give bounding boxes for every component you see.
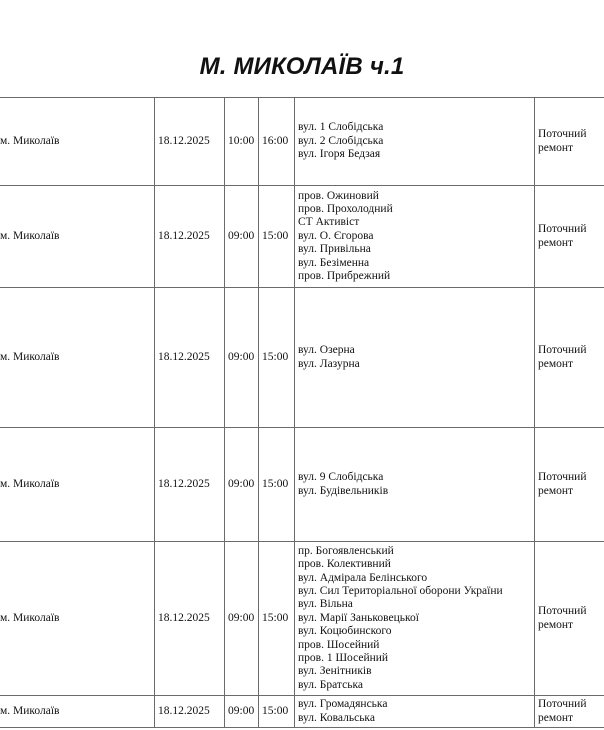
city-cell: м. Миколаїв [0, 186, 155, 288]
street-item: вул. Будівельників [298, 484, 389, 497]
city-cell: м. Миколаїв [0, 428, 155, 542]
page-title: М. МИКОЛАЇВ ч.1 [199, 53, 405, 80]
start-time-cell: 09:00 [225, 186, 259, 288]
street-item: вул. Вільна [298, 598, 353, 611]
work-type-cell [535, 186, 604, 288]
work-type-label: Поточний ремонт [538, 471, 587, 497]
start-time-cell: 09:00 [225, 542, 259, 696]
street-item: пров. Шосейний [298, 638, 380, 651]
street-item: вул. Марії Заньковецької [298, 611, 419, 624]
streets-cell [295, 428, 535, 542]
end-time-cell: 15:00 [259, 696, 295, 728]
date-cell: 18.12.2025 [155, 696, 225, 728]
street-item: пр. Богоявленський [298, 544, 394, 557]
end-time-cell: 16:00 [259, 98, 295, 186]
work-type-cell [535, 428, 604, 542]
streets-cell [295, 696, 535, 728]
table-row [0, 186, 604, 288]
end-time-cell: 15:00 [259, 186, 295, 288]
street-item: вул. Братська [298, 678, 363, 691]
street-item: пров. 1 Шосейний [298, 652, 389, 665]
streets-cell [295, 98, 535, 186]
outage-schedule-table [0, 97, 604, 728]
work-type-label: Поточний ремонт [538, 698, 587, 724]
table-row [0, 428, 604, 542]
street-item: вул. Зенітників [298, 665, 372, 678]
street-item: вул. Адмірала Белінського [298, 571, 428, 584]
work-type-label: Поточний ремонт [538, 605, 587, 631]
date-cell: 18.12.2025 [155, 288, 225, 428]
street-item: пров. Прибрежний [298, 270, 391, 283]
date-cell: 18.12.2025 [155, 542, 225, 696]
work-type-label: Поточний ремонт [538, 223, 587, 249]
street-item: вул. 2 Слобідська [298, 134, 384, 147]
work-type-cell [535, 288, 604, 428]
street-item: пров. Прохолодний [298, 202, 393, 215]
street-item: вул. Сил Територіальної оборони України [298, 584, 503, 597]
work-type-cell [535, 696, 604, 728]
street-item: вул. Привільна [298, 243, 371, 256]
start-time-cell: 10:00 [225, 98, 259, 186]
city-cell: м. Миколаїв [0, 98, 155, 186]
streets-cell [295, 186, 535, 288]
end-time-cell: 15:00 [259, 542, 295, 696]
city-cell: м. Миколаїв [0, 542, 155, 696]
street-item: вул. 9 Слобідська [298, 471, 384, 484]
street-item: вул. Коцюбинского [298, 625, 392, 638]
start-time-cell: 09:00 [225, 428, 259, 542]
work-type-label: Поточний ремонт [538, 344, 587, 370]
start-time-cell: 09:00 [225, 288, 259, 428]
street-item: пров. Ожиновий [298, 189, 379, 202]
table-row [0, 542, 604, 696]
streets-cell [295, 288, 535, 428]
table-row [0, 696, 604, 728]
street-item: вул. Озерна [298, 344, 355, 357]
work-type-label: Поточний ремонт [538, 128, 587, 154]
work-type-cell [535, 98, 604, 186]
table-row [0, 98, 604, 186]
start-time-cell: 09:00 [225, 696, 259, 728]
street-item: вул. Безіменна [298, 256, 370, 269]
street-item: вул. О. Єгорова [298, 229, 374, 242]
table-row [0, 288, 604, 428]
street-item: вул. 1 Слобідська [298, 121, 384, 134]
city-cell: м. Миколаїв [0, 696, 155, 728]
city-cell: м. Миколаїв [0, 288, 155, 428]
street-item: вул. Ковальська [298, 711, 375, 724]
date-cell: 18.12.2025 [155, 98, 225, 186]
street-item: вул. Лазурна [298, 357, 360, 370]
date-cell: 18.12.2025 [155, 428, 225, 542]
street-item: СТ Активіст [298, 216, 360, 229]
street-item: вул. Ігоря Бедзая [298, 148, 381, 161]
date-cell: 18.12.2025 [155, 186, 225, 288]
street-item: пров. Колективний [298, 558, 391, 571]
end-time-cell: 15:00 [259, 428, 295, 542]
street-item: вул. Громадянська [298, 698, 388, 711]
streets-cell [295, 542, 535, 696]
end-time-cell: 15:00 [259, 288, 295, 428]
work-type-cell [535, 542, 604, 696]
